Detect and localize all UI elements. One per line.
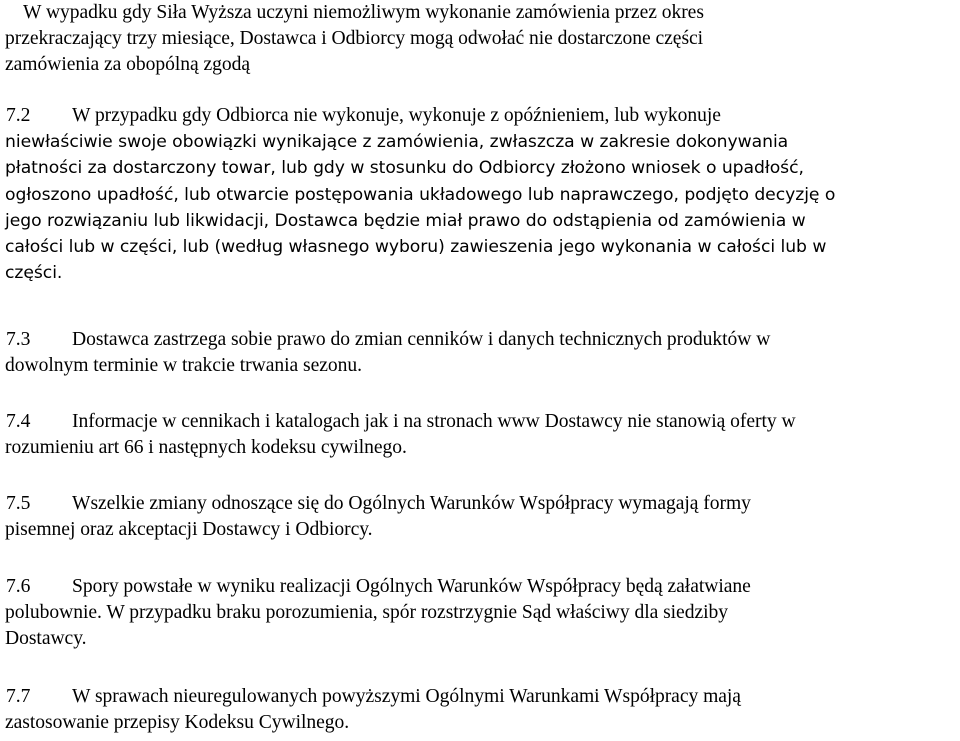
intro-paragraph [5,0,960,79]
section-number: 7.4 [6,411,31,432]
section-line: Informacje w cennikach i katalogach jak i na stronach www Dostawcy nie stanowią oferty w [72,411,796,432]
section-line: całości lub w części, lub (według własnego wyboru) zawieszenia jego wykonania w całości lub w [5,237,827,258]
section-line: jego rozwiązaniu lub likwidacji, Dostawca będzie miał prawo do odstąpienia od zamówienia w [5,210,806,231]
intro-line: W wypadku gdy Siła Wyższa uczyni niemożliwym wykonanie zamówienia przez okres [23,2,704,23]
section-7-2 [5,103,960,286]
section-line: niewłaściwie swoje obowiązki wynikające z zamówienia, zwłaszcza w zakresie dokonywania [5,132,789,153]
section-line: rozumieniu art 66 i następnych kodeksu cywilnego. [5,437,407,459]
section-line: W sprawach nieuregulowanych powyższymi Ogólnymi Warunkami Współpracy mają [72,686,741,707]
section-line: Spory powstałe w wyniku realizacji Ogólnych Warunków Współpracy będą załatwiane [72,576,751,597]
intro-line: zamówienia za obopólną zgodą [5,54,251,76]
section-line: polubownie. W przypadku braku porozumienia, spór rozstrzygnie Sąd właściwy dla siedziby [5,602,728,624]
section-line: płatności za dostarczony towar, lub gdy w stosunku do Odbiorcy złożono wniosek o upadłość, [5,158,804,179]
section-line: części. [5,263,63,284]
section-7-3 [5,327,960,379]
section-number: 7.3 [6,329,31,350]
section-number: 7.7 [6,686,31,707]
section-7-6 [5,574,960,653]
section-line: dowolnym terminie w trakcie trwania sezonu. [5,355,362,377]
section-line: zastosowanie przepisy Kodeksu Cywilnego. [5,712,350,734]
section-number: 7.5 [6,493,31,514]
section-number: 7.2 [6,105,31,126]
section-number: 7.6 [6,576,31,597]
section-line: pisemnej oraz akceptacji Dostawcy i Odbiorcy. [5,519,373,541]
section-line: Wszelkie zmiany odnoszące się do Ogólnych Warunków Współpracy wymagają formy [72,493,751,514]
section-line: ogłoszono upadłość, lub otwarcie postępowania układowego lub naprawczego, podjęto decyzję o [5,184,836,205]
section-line: Dostawca zastrzega sobie prawo do zmian cenników i danych technicznych produktów w [72,329,771,350]
section-line: W przypadku gdy Odbiorca nie wykonuje, wykonuje z opóźnieniem, lub wykonuje [72,105,721,126]
section-7-7 [5,684,960,736]
section-line: Dostawcy. [5,628,87,650]
intro-line: przekraczający trzy miesiące, Dostawca i Odbiorcy mogą odwołać nie dostarczone części [5,28,704,50]
document-body [5,0,960,734]
section-7-5 [5,491,960,543]
section-7-4 [5,409,960,461]
